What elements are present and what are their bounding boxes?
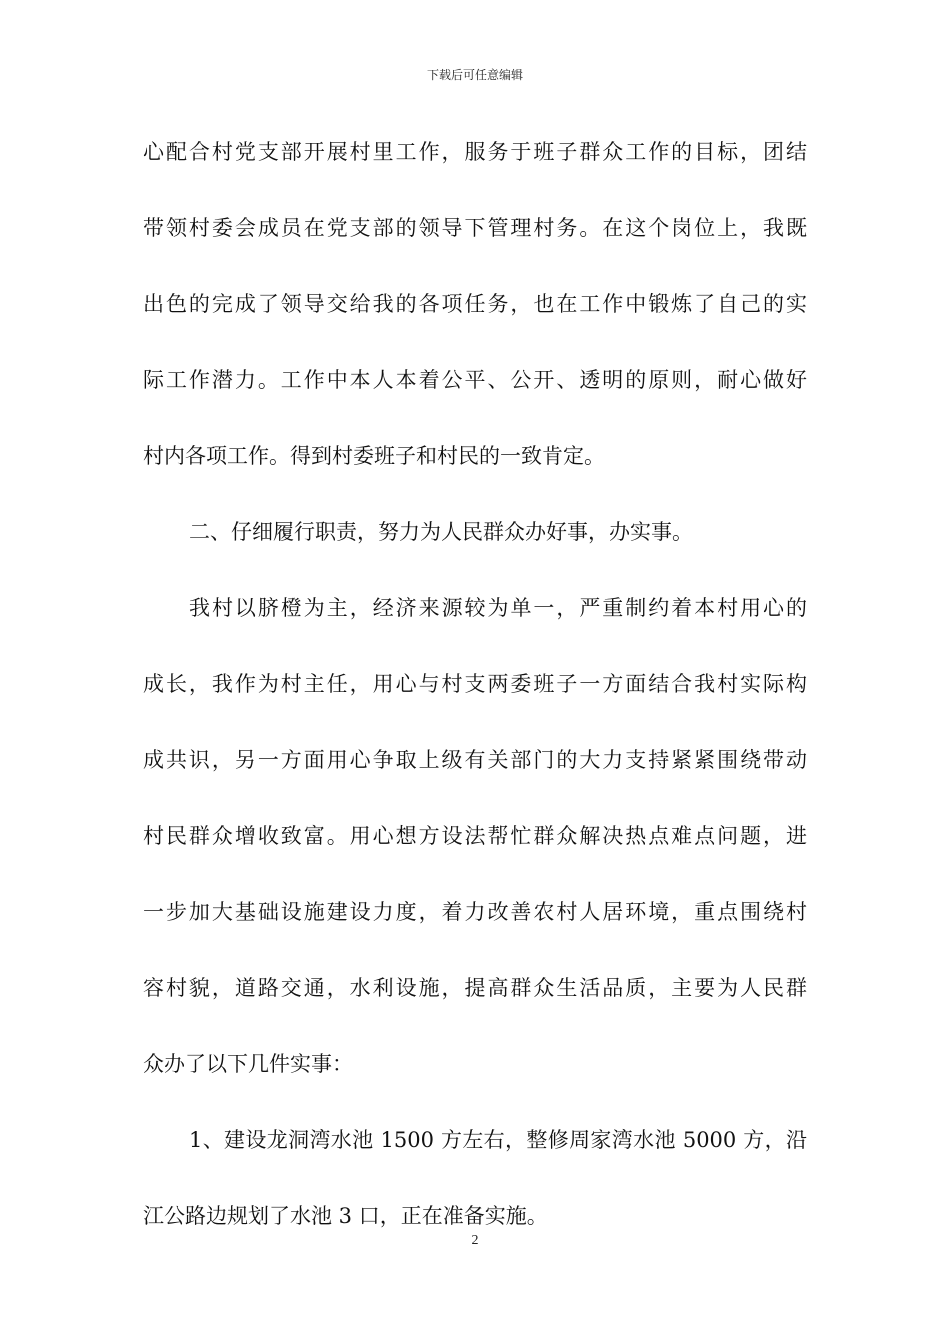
page-header: 下载后可任意编辑 xyxy=(426,68,523,82)
text-line: 我村以脐橙为主，经济来源较为单一，严重制约着本村用心的 xyxy=(189,596,807,620)
text-line: 际工作潜力。工作中本人本着公平、公开、透明的原则，耐心做好 xyxy=(143,368,807,392)
page-number: 2 xyxy=(471,1233,479,1248)
text-line: 村民群众增收致富。用心想方设法帮忙群众解决热点难点问题，进 xyxy=(143,824,807,848)
text-line: 村内各项工作。得到村委班子和村民的一致肯定。 xyxy=(143,444,605,468)
section-heading: 二、仔细履行职责，努力为人民群众办好事，办实事。 xyxy=(189,520,693,544)
text-line: 一步加大基础设施建设力度，着力改善农村人居环境，重点围绕村 xyxy=(143,900,807,924)
text-line: 江公路边规划了水池 3 口，正在准备实施。 xyxy=(143,1204,548,1228)
text-line: 众办了以下几件实事： xyxy=(143,1052,353,1076)
text-line: 成长，我作为村主任，用心与村支两委班子一方面结合我村实际构 xyxy=(143,672,807,696)
text-line: 成共识，另一方面用心争取上级有关部门的大力支持紧紧围绕带动 xyxy=(143,748,807,772)
text-line: 心配合村党支部开展村里工作，服务于班子群众工作的目标，团结 xyxy=(143,140,807,164)
text-line: 容村貌，道路交通，水利设施，提高群众生活品质，主要为人民群 xyxy=(143,976,807,1000)
text-line: 出色的完成了领导交给我的各项任务，也在工作中锻炼了自己的实 xyxy=(143,292,807,316)
text-line: 带领村委会成员在党支部的领导下管理村务。在这个岗位上，我既 xyxy=(143,216,807,240)
document-body xyxy=(143,133,807,1273)
text-line: 1、建设龙洞湾水池 1500 方左右，整修周家湾水池 5000 方，沿 xyxy=(189,1128,807,1152)
